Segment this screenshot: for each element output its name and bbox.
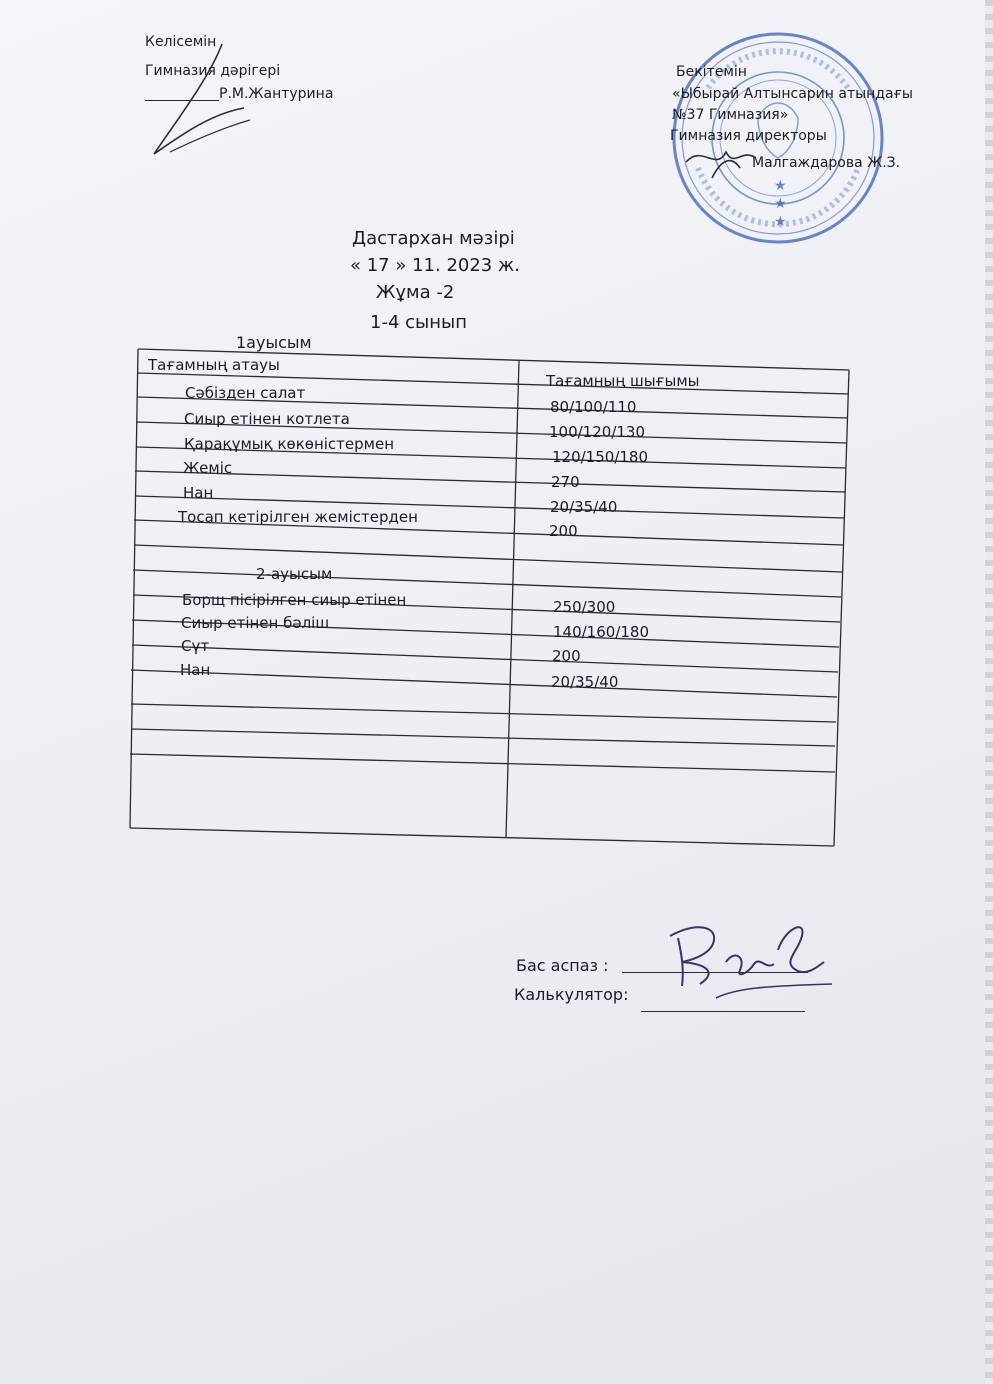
dish-yield: 250/300 — [553, 598, 616, 616]
svg-text:★: ★ — [774, 214, 787, 230]
menu-day: Жұма -2 — [376, 282, 455, 303]
column-header-yield: Тағамның шығымы — [546, 372, 700, 390]
dish-yield: 80/100/110 — [550, 398, 637, 416]
approval-right-role: Гимназия директоры — [670, 128, 827, 144]
dish-yield: 20/35/40 — [550, 498, 618, 516]
dish-yield: 200 — [552, 647, 581, 665]
approval-right-school-1: «Ыбырай Алтынсарин атындағы — [672, 86, 913, 102]
approval-right-school-2: №37 Гимназия» — [672, 107, 789, 123]
menu-grade: 1-4 сынып — [370, 312, 467, 333]
chef-signature — [656, 912, 836, 1012]
dish-name: Борщ пісірілген сиыр етінен — [182, 591, 407, 609]
svg-text:★: ★ — [774, 196, 787, 212]
doctor-signature — [140, 36, 260, 160]
calculator-label: Калькулятор: — [514, 985, 629, 1004]
dish-yield: 140/160/180 — [553, 623, 649, 641]
menu-date: « 17 » 11. 2023 ж. — [350, 255, 520, 276]
approval-left-heading: Келісемін — [145, 34, 217, 50]
dish-name: Сүт — [181, 637, 210, 655]
shift2-label: 2-ауысым — [256, 565, 333, 583]
dish-name: Жеміс — [183, 459, 233, 477]
dish-name: Сәбізден салат — [185, 384, 306, 402]
dish-name: Тосап кетірілген жемістерден — [178, 508, 418, 526]
dish-name: Нан — [183, 484, 214, 502]
approval-left-role: Гимназия дәрігері — [145, 63, 281, 79]
dish-yield: 20/35/40 — [551, 673, 619, 691]
dish-name: Сиыр етінен котлета — [184, 410, 350, 428]
dish-name: Қарақұмық көкөністермен — [184, 435, 395, 453]
chef-label: Бас аспаз : — [516, 956, 609, 975]
dish-name: Нан — [180, 661, 211, 679]
dish-name: Сиыр етінен бәліш — [181, 614, 330, 632]
menu-title: Дастархан мәзірі — [352, 228, 515, 249]
dish-yield: 270 — [551, 473, 580, 491]
shift1-label: 1ауысым — [236, 333, 312, 352]
dish-yield: 200 — [549, 522, 578, 540]
approval-right-heading: Бекітемін — [676, 64, 747, 80]
paper-edge — [985, 0, 993, 1384]
approval-right-name: Малгаждарова Ж.З. — [752, 155, 901, 171]
svg-text:★: ★ — [774, 178, 787, 194]
approval-left-name: Р.М.Жантурина — [219, 86, 334, 102]
column-header-dish: Тағамның атауы — [148, 356, 280, 374]
director-signature — [682, 138, 762, 186]
dish-yield: 100/120/130 — [549, 423, 645, 441]
dish-yield: 120/150/180 — [552, 448, 648, 466]
